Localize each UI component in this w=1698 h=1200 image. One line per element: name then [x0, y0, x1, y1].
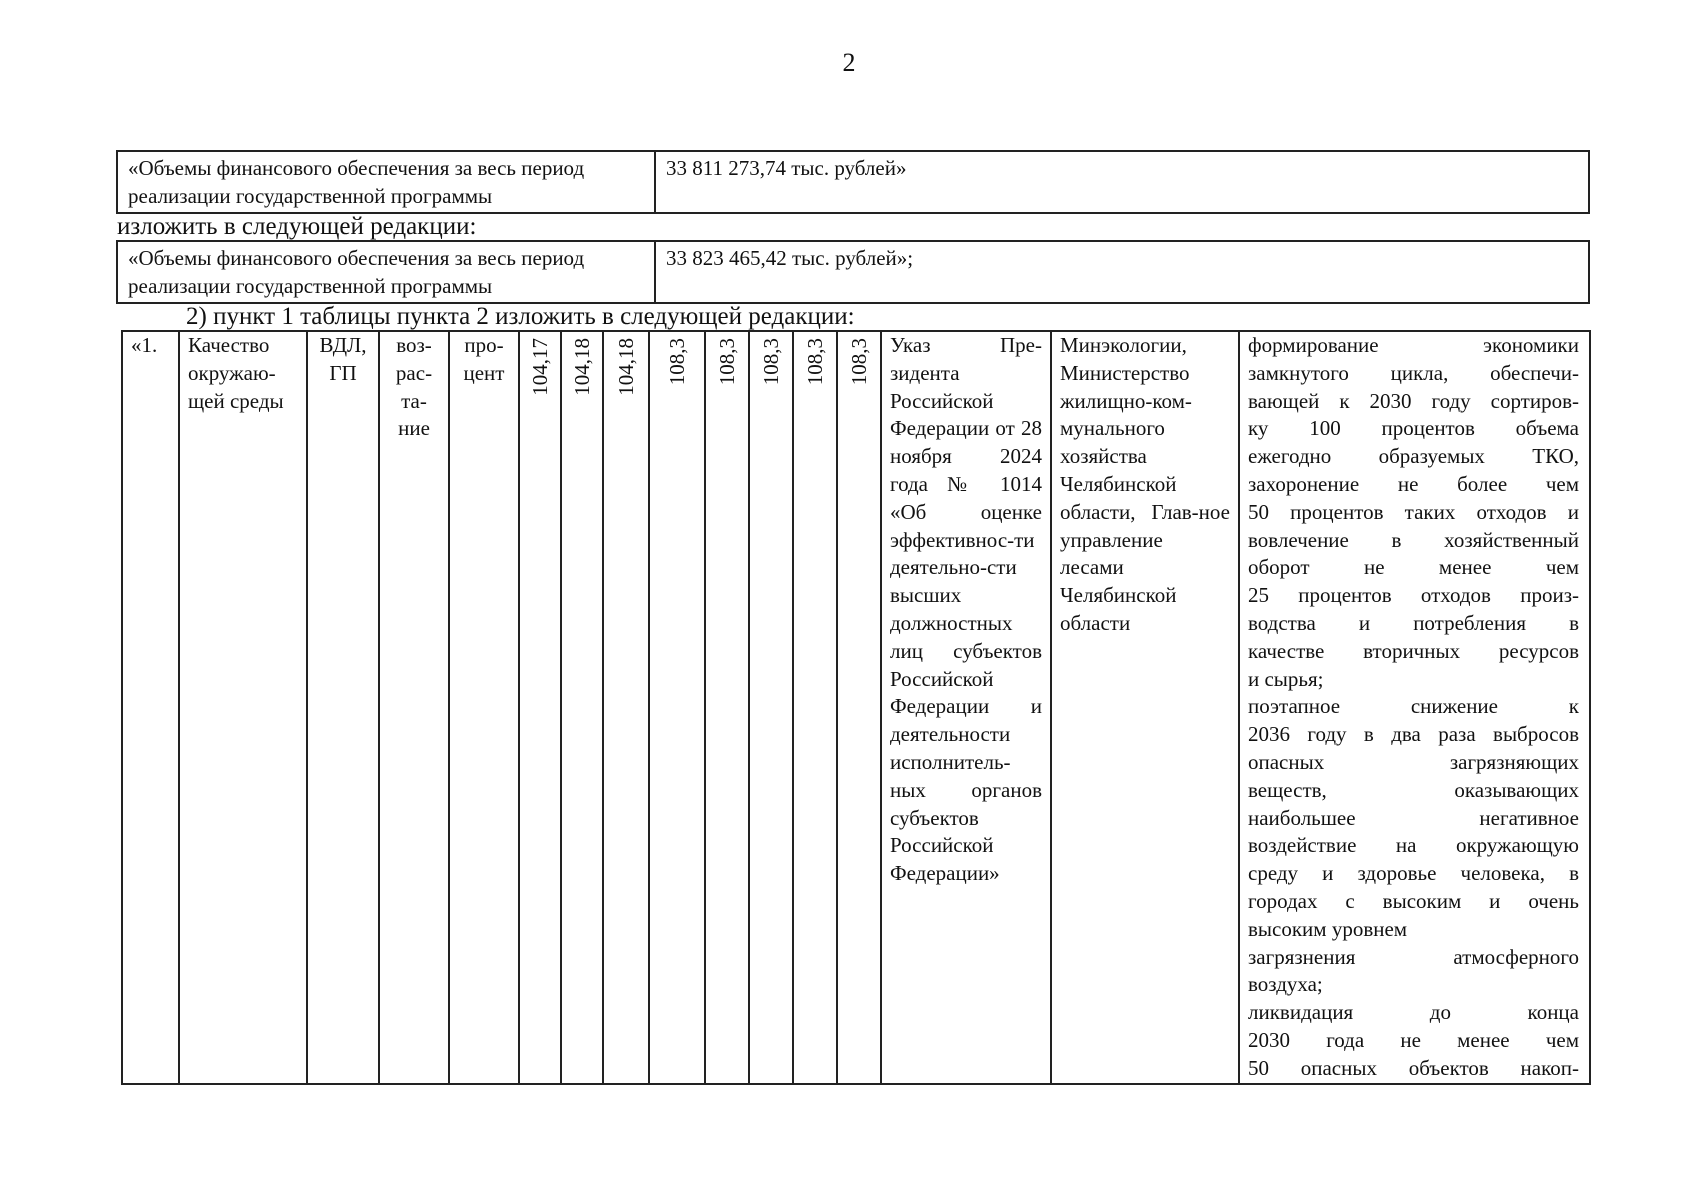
- goals-line: и сырья;: [1248, 666, 1324, 691]
- indicator-unit: про-цент: [449, 331, 519, 1084]
- value-cell: [561, 331, 603, 1084]
- goals-line: формирование экономики замкнутого цикла, обеспечи-: [1248, 333, 1579, 385]
- value-7: 108,3: [803, 338, 827, 386]
- old-financing-value: 33 811 273,74 тыс. рублей»: [655, 151, 1589, 213]
- value-3: 104,18: [614, 338, 638, 396]
- value-cell: [519, 331, 561, 1084]
- goals-line: захоронение не более чем: [1248, 471, 1579, 496]
- table-row: [122, 331, 1590, 1084]
- replace-instruction: изложить в следующей редакции:: [117, 213, 477, 240]
- goals-line: 2036 году в два раза выбросов: [1248, 722, 1579, 747]
- value-5: 108,3: [715, 338, 739, 386]
- goals-line: воздействие на окружающую: [1248, 833, 1579, 858]
- goals-line: 25 процентов отходов произ-: [1248, 583, 1579, 608]
- indicator-direction: воз-рас-та-ние: [379, 331, 449, 1084]
- value-4: 108,3: [665, 338, 689, 386]
- goals-line: оборот не менее чем: [1248, 555, 1579, 580]
- value-8: 108,3: [847, 338, 871, 386]
- indicator-table: [121, 330, 1591, 1085]
- goals-line: среду и здоровье человека, в: [1248, 861, 1579, 886]
- goals-line: опасных загрязняющих: [1248, 749, 1579, 774]
- legal-basis: Указ Пре-зидента Российской Федерации от 28 ноября 2024 года № 1014 «Об оценке эффективнос-ти деятельно-сти высших должностных лиц субъектов Российской Федерации и деятельности исполнитель-ных органов субъектов Российской Федерации»: [881, 331, 1051, 1084]
- goals-line: 50 процентов таких отходов и: [1248, 499, 1579, 524]
- old-financing-label: «Объемы финансового обеспечения за весь период реализации государственной программы: [117, 151, 655, 213]
- goals-line: высоким уровнем: [1248, 916, 1408, 941]
- value-cell: [649, 331, 705, 1084]
- goals-line: вовлечение в хозяйственный: [1248, 527, 1579, 552]
- old-financing-table: [116, 150, 1590, 214]
- goals-line: 50 опасных объектов накоп-: [1248, 1055, 1579, 1080]
- value-cell: [705, 331, 749, 1084]
- goals-line: 2030 года не менее чем: [1248, 1027, 1579, 1052]
- page-number: 2: [842, 48, 856, 77]
- value-cell: [837, 331, 881, 1084]
- goals-line: ку 100 процентов объема: [1248, 416, 1579, 441]
- goals-line: наибольшее негативное: [1248, 805, 1579, 830]
- new-financing-table: [116, 240, 1590, 304]
- goals-line: водства и потребления в: [1248, 610, 1579, 635]
- value-cell: [603, 331, 649, 1084]
- value-6: 108,3: [759, 338, 783, 386]
- value-cell: [793, 331, 837, 1084]
- value-2: 104,18: [570, 338, 594, 396]
- new-financing-value: 33 823 465,42 тыс. рублей»;: [655, 241, 1589, 303]
- row-number: «1.: [122, 331, 179, 1084]
- goals-line: качестве вторичных ресурсов: [1248, 638, 1579, 663]
- goals-line: загрязнения атмосферного: [1248, 944, 1579, 969]
- responsible-bodies: Минэкологии, Министерство жилищно-ком-мунального хозяйства Челябинской области, Глав-ное управление лесами Челябинской области: [1051, 331, 1239, 1084]
- point-instruction: 2) пункт 1 таблицы пункта 2 изложить в следующей редакции:: [186, 303, 855, 330]
- goals-line: вающей к 2030 году сортиров-: [1248, 388, 1579, 413]
- goals-line: поэтапное снижение к: [1248, 694, 1579, 719]
- indicator-type: ВДЛ, ГП: [307, 331, 379, 1084]
- indicator-name: Качество окружаю-щей среды: [179, 331, 307, 1084]
- goals-line: городах с высоким и очень: [1248, 888, 1579, 913]
- goals-text: [1239, 331, 1590, 1084]
- value-1: 104,17: [528, 338, 552, 396]
- goals-line: ежегодно образуемых ТКО,: [1248, 444, 1579, 469]
- goals-line: воздуха;: [1248, 972, 1323, 997]
- goals-line: веществ, оказывающих: [1248, 777, 1579, 802]
- value-cell: [749, 331, 793, 1084]
- goals-line: ликвидация до конца: [1248, 1000, 1579, 1025]
- new-financing-label: «Объемы финансового обеспечения за весь период реализации государственной программы: [117, 241, 655, 303]
